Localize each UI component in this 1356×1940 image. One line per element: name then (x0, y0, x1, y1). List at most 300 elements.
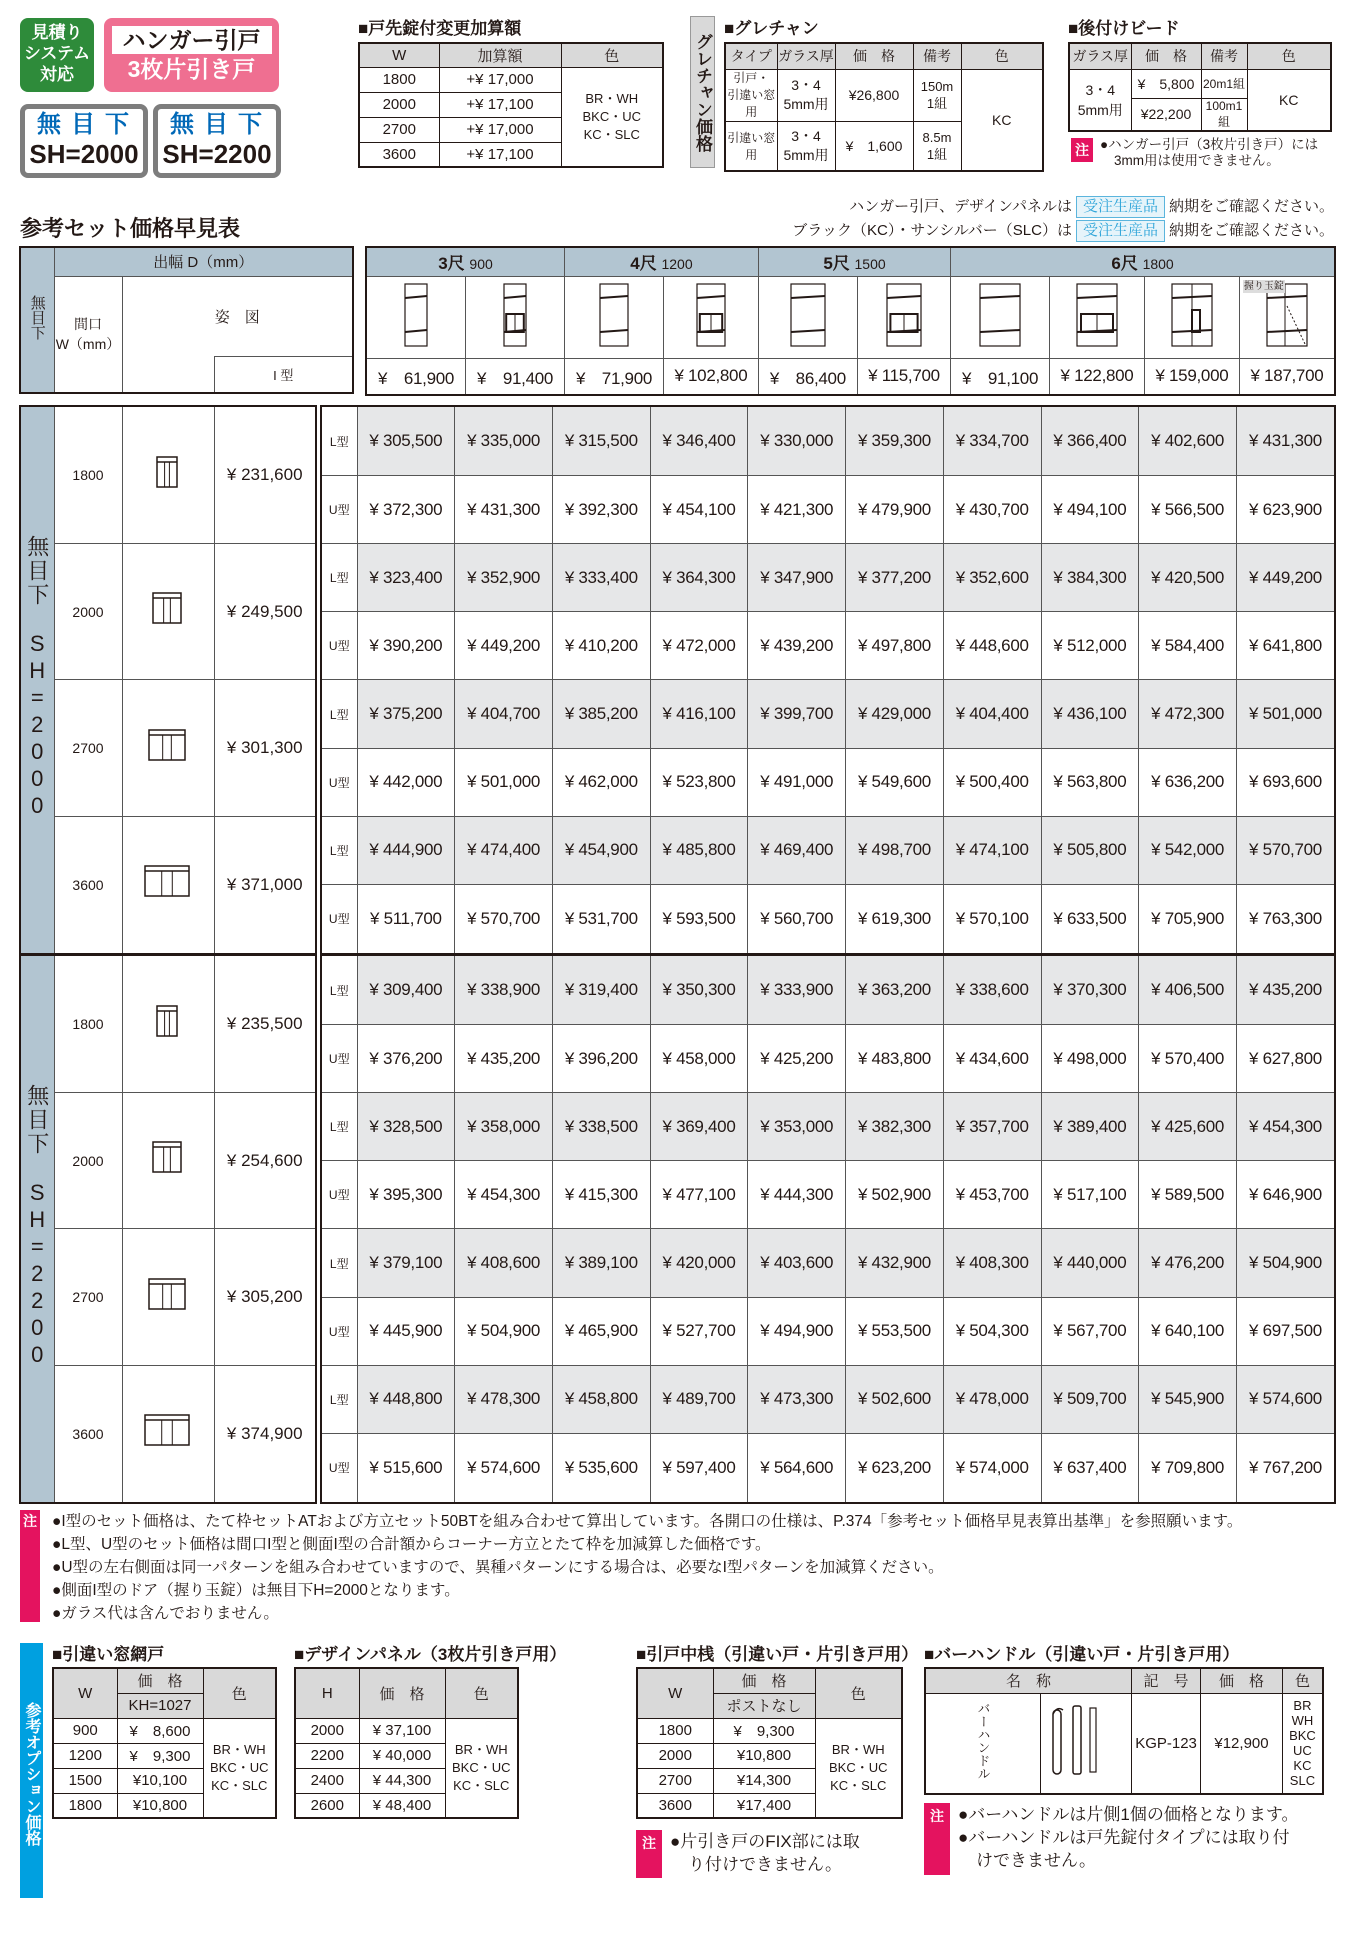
note-text: けできません。 (976, 1851, 1097, 1870)
color-text: KC (1293, 1758, 1312, 1774)
price-cell: ¥ 483,800 (846, 1025, 944, 1093)
price-cell: ¥ 458,000 (650, 1025, 748, 1093)
price-cell: ¥ 494,100 (1041, 476, 1139, 544)
badge-text: システム (23, 44, 91, 63)
corner-text: 無目下 (28, 295, 46, 340)
width-label (54, 276, 122, 393)
made-to-order-badge: 受注生産品 (1076, 196, 1165, 218)
elevation-figure (663, 276, 758, 358)
mullion-note (670, 1830, 860, 1876)
price-cell: ¥ 420,500 (1139, 544, 1237, 612)
price-cell: ¥ 454,300 (455, 1161, 553, 1229)
product-name: ハンガー引戸 (112, 26, 272, 54)
col-header: 記 号 (1132, 1668, 1201, 1693)
width-cell: 2700 (54, 680, 122, 816)
price-cell: ¥ 474,400 (455, 816, 553, 884)
depth-label: 出幅 D（mm） (54, 247, 353, 276)
price-cell: ¥ 389,400 (1041, 1093, 1139, 1161)
type-label: U型 (321, 1025, 357, 1093)
price-cell: ¥ 353,000 (748, 1093, 846, 1161)
price-cell: ¥ 429,000 (846, 680, 944, 748)
col-header: 色 (203, 1668, 276, 1718)
price-cell: ¥ 403,600 (748, 1229, 846, 1297)
price-row-l (321, 680, 1335, 748)
depth-group-4shaku (565, 247, 759, 276)
sliding-door-icon (151, 1140, 185, 1176)
color-text: BKC (1289, 1728, 1316, 1744)
cell-text: 150m (920, 79, 954, 94)
price-cell: ¥ 305,500 (357, 406, 455, 476)
figure-cell (122, 680, 214, 816)
bar-handle-table (924, 1667, 1324, 1795)
cell-text: 5mm用 (783, 146, 829, 163)
door-elevation-icon (695, 282, 727, 348)
label-text: 間口 (74, 316, 102, 333)
price-cell: ¥ 421,300 (748, 476, 846, 544)
elevation-figure (857, 276, 950, 358)
cell: 1500 (53, 1768, 117, 1793)
price-cell: ¥ 498,700 (846, 816, 944, 884)
itype-price-cell: ¥ 122,800 (1050, 358, 1145, 395)
section-left-table (19, 954, 317, 1504)
section-label-text: 無目下 SH=2000 (24, 535, 50, 820)
type-label: L型 (321, 680, 357, 748)
price-cell: ¥ 364,300 (650, 544, 748, 612)
note-tag: 注 (636, 1830, 662, 1878)
color-text: KC・SLC (211, 1777, 268, 1793)
bar-handle-title: ■バーハンドル（引違い戸・片引き戸用） (924, 1645, 1240, 1664)
price-row-u (321, 612, 1335, 680)
price-cell: ¥ 494,900 (748, 1297, 846, 1365)
price-cell: ¥ 479,900 (846, 476, 944, 544)
price-cell: ¥ 454,100 (650, 476, 748, 544)
price-cell: ¥ 410,200 (552, 612, 650, 680)
price-cell: ¥ 564,600 (748, 1433, 846, 1503)
price-cell: ¥ 485,800 (650, 816, 748, 884)
col-header: 加算額 (439, 43, 561, 67)
color-text: BKC・UC (209, 1759, 269, 1775)
note-item: ●I型のセット価格は、たて枠セットATおよび方立セット50BTを組み合わせて算出しています。各開口の仕様は、P.374「参考セット価格早見表算出基準」を参照願います。 (52, 1513, 1243, 1530)
note-text: ●ハンガー引戸（3枚片引き戸）には (1100, 137, 1319, 152)
elevation-figure (951, 276, 1050, 358)
type-label: L型 (321, 544, 357, 612)
price-cell: ¥ 478,000 (943, 1365, 1041, 1433)
price-cell: ¥ 375,200 (357, 680, 455, 748)
price-cell: ¥ 504,900 (455, 1297, 553, 1365)
price-cell: ¥ 335,000 (455, 406, 553, 476)
made-to-order-notice (849, 195, 1334, 218)
cell: ¥ 9,300 (117, 1743, 203, 1768)
color-text: KC・SLC (830, 1777, 887, 1793)
price-cell: ¥ 404,700 (455, 680, 553, 748)
price-cell: ¥ 469,400 (748, 816, 846, 884)
gurechan-table (724, 42, 1044, 172)
cell: 2200 (295, 1743, 359, 1768)
door-elevation-icon (789, 282, 827, 348)
color-cell (1282, 1693, 1323, 1794)
cell (777, 121, 835, 171)
price-cell: ¥ 392,300 (552, 476, 650, 544)
col-header: 備考 (913, 43, 961, 69)
price-cell: ¥ 570,700 (1236, 816, 1335, 884)
cell: ¥10,800 (117, 1793, 203, 1818)
base-price-cell: ¥ 249,500 (214, 544, 316, 680)
door-elevation-icon (1170, 282, 1214, 348)
price-cell: ¥ 363,200 (846, 955, 944, 1025)
price-cell: ¥ 542,000 (1139, 816, 1237, 884)
base-price-cell: ¥ 231,600 (214, 406, 316, 544)
note-tag (20, 1510, 40, 1622)
price-cell: ¥ 705,900 (1139, 884, 1237, 954)
mullion-table (636, 1667, 903, 1819)
col-header: 色 (445, 1668, 518, 1718)
price-cell: ¥ 415,300 (552, 1161, 650, 1229)
cell-text: 1組 (926, 146, 948, 162)
price-cell: ¥ 474,100 (943, 816, 1041, 884)
bar-handle-figure (1041, 1693, 1132, 1794)
price-cell: ¥ 509,700 (1041, 1365, 1139, 1433)
section-label (20, 406, 54, 954)
price-cell: ¥ 431,300 (455, 476, 553, 544)
col-header: ガラス厚 (1069, 43, 1131, 69)
cell: 100m1組 (1201, 98, 1247, 131)
lock-add-table (358, 42, 664, 168)
price-cell: ¥ 444,300 (748, 1161, 846, 1229)
figure-cell (122, 406, 214, 544)
price-cell: ¥ 379,100 (357, 1229, 455, 1297)
door-elevation-icon (885, 282, 923, 348)
itype-label: I 型 (214, 356, 353, 393)
price-row-l (321, 1365, 1335, 1433)
cell-text: 1組 (926, 96, 948, 111)
price-cell: ¥ 444,900 (357, 816, 455, 884)
cell-text: 3・4 (791, 77, 821, 93)
price-cell: ¥ 449,200 (1236, 544, 1335, 612)
itype-price-cell: ¥ 71,900 (565, 358, 664, 395)
col-subheader: KH=1027 (117, 1693, 203, 1718)
section-price-table (320, 405, 1336, 955)
col-header: 価 格 (1201, 1668, 1283, 1693)
price-cell: ¥ 504,300 (943, 1297, 1041, 1365)
price-row-u (321, 1297, 1335, 1365)
cell (725, 69, 777, 121)
itype-price-cell: ¥ 159,000 (1144, 358, 1239, 395)
page-title: 参考セット価格早見表 (20, 216, 241, 241)
elevation-figure (466, 276, 565, 358)
price-cell: ¥ 435,200 (1236, 955, 1335, 1025)
figure-cell (122, 544, 214, 680)
note-item: ●ガラス代は含んでおりません。 (52, 1605, 279, 1622)
cell: 2400 (295, 1768, 359, 1793)
price-cell: ¥ 560,700 (748, 884, 846, 954)
price-cell: ¥ 333,900 (748, 955, 846, 1025)
lock-add-title: ■戸先錠付変更加算額 (358, 19, 522, 38)
color-cell (445, 1718, 518, 1818)
cell: +¥ 17,000 (439, 117, 561, 142)
col-header: 色 (561, 43, 663, 67)
code-cell: KGP-123 (1132, 1693, 1201, 1794)
cell: 3600 (359, 142, 439, 167)
sliding-door-icon (155, 455, 181, 491)
price-cell: ¥ 425,600 (1139, 1093, 1237, 1161)
shaku: 3尺 (438, 254, 465, 274)
note-text: ●バーハンドルは戸先錠付タイプには取り付 (958, 1828, 1290, 1847)
price-cell: ¥ 389,100 (552, 1229, 650, 1297)
cell: 1200 (53, 1743, 117, 1768)
design-panel-table (294, 1667, 519, 1819)
price-cell: ¥ 511,700 (357, 884, 455, 954)
price-cell: ¥ 448,600 (943, 612, 1041, 680)
depth-group-3shaku (366, 247, 565, 276)
mm: 900 (469, 256, 493, 273)
price-row-l (321, 1229, 1335, 1297)
price-cell: ¥ 593,500 (650, 884, 748, 954)
sliding-door-icon (143, 864, 193, 900)
price-row-u (321, 1161, 1335, 1229)
mullion-title: ■引戸中桟（引違い戸・片引き戸用） (636, 1645, 919, 1664)
price-cell: ¥ 623,200 (846, 1433, 944, 1503)
note-tag: 注 (924, 1803, 950, 1875)
width-cell: 2700 (54, 1229, 122, 1365)
shaku: 4尺 (630, 254, 657, 274)
door-elevation-icon (1075, 282, 1119, 348)
price-cell: ¥ 458,800 (552, 1365, 650, 1433)
price-cell: ¥ 350,300 (650, 955, 748, 1025)
cell: ¥ 37,100 (359, 1718, 445, 1743)
label-text: バーハンドル (975, 1702, 991, 1781)
cell-text: 3・4 (791, 127, 821, 144)
section-label-text: 無目下 SH=2200 (24, 1084, 50, 1369)
price-cell: ¥ 416,100 (650, 680, 748, 748)
price-cell: ¥ 574,000 (943, 1433, 1041, 1503)
price-cell: ¥ 531,700 (552, 884, 650, 954)
price-row-u (321, 1433, 1335, 1503)
notice-text: ブラック（KC）・サンシルバー（SLC）は (792, 222, 1072, 239)
price-row-l (321, 1093, 1335, 1161)
price-row-u (321, 748, 1335, 816)
type-label: L型 (321, 406, 357, 476)
price-cell: ¥ 566,500 (1139, 476, 1237, 544)
price-cell: ¥ 434,600 (943, 1025, 1041, 1093)
col-header: ガラス厚 (777, 43, 835, 69)
sliding-door-icon (155, 1004, 181, 1040)
price-cell: ¥ 570,700 (455, 884, 553, 954)
price-cell: ¥ 619,300 (846, 884, 944, 954)
elevation-figure (366, 276, 466, 358)
price-cell: ¥ 431,300 (1236, 406, 1335, 476)
cell: ¥14,300 (713, 1768, 815, 1793)
itype-price-cell: ¥ 61,900 (366, 358, 466, 395)
price-cell: ¥ 512,000 (1041, 612, 1139, 680)
price-cell: ¥ 476,200 (1139, 1229, 1237, 1297)
elevation-figure (1144, 276, 1239, 358)
door-elevation-icon (598, 282, 630, 348)
estimate-system-badge (20, 18, 94, 92)
cell: ¥22,200 (1131, 98, 1201, 131)
figure-cell (122, 1229, 214, 1365)
color-text: BR・WH (831, 1741, 885, 1757)
width-cell: 2000 (54, 1093, 122, 1229)
type-label: L型 (321, 1365, 357, 1433)
cell: +¥ 17,100 (439, 142, 561, 167)
width-cell: 2000 (54, 544, 122, 680)
price-cell: ¥ 504,900 (1236, 1229, 1335, 1297)
col-header: W (637, 1668, 713, 1718)
price-cell: ¥ 439,200 (748, 612, 846, 680)
sliding-door-icon (147, 1277, 189, 1313)
price-cell: ¥ 449,200 (455, 612, 553, 680)
cell: 2600 (295, 1793, 359, 1818)
price-row-l (321, 955, 1335, 1025)
width-cell: 1800 (54, 406, 122, 544)
cell: 20m1組 (1201, 69, 1247, 98)
corner-label (20, 247, 54, 393)
notes-block (20, 1510, 1336, 1625)
price-cell: ¥ 473,300 (748, 1365, 846, 1433)
cell: +¥ 17,000 (439, 67, 561, 92)
cell: 1800 (359, 67, 439, 92)
elevation-figure (565, 276, 664, 358)
price-cell: ¥ 309,400 (357, 955, 455, 1025)
cell: +¥ 17,100 (439, 92, 561, 117)
cell: ¥ 40,000 (359, 1743, 445, 1768)
col-header: 色 (1282, 1668, 1323, 1693)
bar-handle-icon (1041, 1700, 1131, 1782)
color-cell (561, 67, 663, 167)
notice-text: 納期をご確認ください。 (1168, 198, 1334, 215)
note-text: ●バーハンドルは片側1個の価格となります。 (958, 1805, 1299, 1824)
color-text: BR・WH (454, 1741, 508, 1757)
price-cell: ¥ 440,000 (1041, 1229, 1139, 1297)
itype-price-cell: ¥ 115,700 (857, 358, 950, 395)
price-cell: ¥ 436,100 (1041, 680, 1139, 748)
price-cell: ¥ 396,200 (552, 1025, 650, 1093)
itype-price-cell: ¥ 91,100 (951, 358, 1050, 395)
price-cell: ¥ 549,600 (846, 748, 944, 816)
price-cell: ¥ 420,000 (650, 1229, 748, 1297)
width-cell: 1800 (54, 955, 122, 1093)
type-label: U型 (321, 884, 357, 954)
badge-text: 対応 (40, 65, 74, 84)
color-text: BKC・UC (828, 1759, 888, 1775)
col-header: 名 称 (925, 1668, 1132, 1693)
screen-title: ■引違い窓網戸 (52, 1645, 165, 1664)
price-cell: ¥ 505,800 (1041, 816, 1139, 884)
price-cell: ¥ 370,300 (1041, 955, 1139, 1025)
cell: ¥17,400 (713, 1793, 815, 1818)
figure-label: 姿 図 (122, 276, 353, 356)
col-header: H (295, 1668, 359, 1718)
price-cell: ¥ 338,900 (455, 955, 553, 1025)
price-row-u (321, 884, 1335, 954)
base-price-cell: ¥ 301,300 (214, 680, 316, 816)
cell: 2000 (637, 1743, 713, 1768)
cell (913, 121, 961, 171)
col-header: 価 格 (1131, 43, 1201, 69)
price-cell: ¥ 390,200 (357, 612, 455, 680)
badge-text: SH=2000 (29, 139, 139, 169)
elevation-figure (1239, 276, 1335, 358)
price-cell: ¥ 693,600 (1236, 748, 1335, 816)
col-header: 色 (815, 1668, 902, 1718)
price-cell: ¥ 597,400 (650, 1433, 748, 1503)
cell: 1800 (637, 1718, 713, 1743)
door-elevation-icon (403, 282, 429, 348)
shaku: 5尺 (823, 254, 850, 274)
col-header: タイプ (725, 43, 777, 69)
bead-table (1068, 42, 1332, 132)
price-cell: ¥ 462,000 (552, 748, 650, 816)
badge-text: 見積り (31, 23, 83, 42)
price-cell: ¥ 535,600 (552, 1433, 650, 1503)
price-cell: ¥ 453,700 (943, 1161, 1041, 1229)
col-subheader: ポストなし (713, 1693, 815, 1718)
price-cell: ¥ 435,200 (455, 1025, 553, 1093)
color-text: SLC (1289, 1773, 1316, 1789)
cell-text: 3・4 (1085, 81, 1116, 98)
cell: 1800 (53, 1793, 117, 1818)
options-vertical-label: 参考オプション価格 (20, 1643, 43, 1898)
price-cell: ¥ 553,500 (846, 1297, 944, 1365)
price-cell: ¥ 432,900 (846, 1229, 944, 1297)
price-cell: ¥ 406,500 (1139, 955, 1237, 1025)
price-cell: ¥ 527,700 (650, 1297, 748, 1365)
col-header: 価 格 (713, 1668, 815, 1693)
section-price-table (320, 954, 1336, 1504)
col-header: 備考 (1201, 43, 1247, 69)
base-price-cell: ¥ 374,900 (214, 1365, 316, 1503)
color-text: KC・SLC (453, 1777, 510, 1793)
gurechan-title: ■グレチャン (724, 19, 819, 38)
price-cell: ¥ 589,500 (1139, 1161, 1237, 1229)
knob-lock-label: 握り玉錠 (1243, 280, 1284, 292)
price-cell: ¥ 500,400 (943, 748, 1041, 816)
price-cell: ¥ 584,400 (1139, 612, 1237, 680)
col-header: 価 格 (359, 1668, 445, 1718)
price-cell: ¥ 448,800 (357, 1365, 455, 1433)
cell: 2000 (359, 92, 439, 117)
price-cell: ¥ 478,300 (455, 1365, 553, 1433)
cell-text: 8.5m (922, 129, 952, 145)
price-cell: ¥ 501,000 (1236, 680, 1335, 748)
cell: ¥10,100 (117, 1768, 203, 1793)
price-cell: ¥ 399,700 (748, 680, 846, 748)
base-price-cell: ¥ 235,500 (214, 955, 316, 1093)
figure-cell (122, 955, 214, 1093)
type-label: L型 (321, 955, 357, 1025)
sliding-door-icon (151, 591, 185, 627)
figure-cell (122, 1365, 214, 1503)
cell (1069, 69, 1131, 131)
price-cell: ¥ 338,500 (552, 1093, 650, 1161)
note-item: ●側面I型のドア（握り玉錠）は無目下H=2000となります。 (52, 1582, 460, 1599)
type-label: U型 (321, 1297, 357, 1365)
cell-text: 5mm用 (783, 96, 829, 112)
badge-text: 無目下 (170, 111, 272, 138)
cell: ¥ 48,400 (359, 1793, 445, 1818)
cell: 900 (53, 1718, 117, 1743)
price-cell: ¥ 489,700 (650, 1365, 748, 1433)
note-text: 3mm用は使用できません。 (1114, 153, 1280, 168)
price-cell: ¥ 574,600 (1236, 1365, 1335, 1433)
price-cell: ¥ 623,900 (1236, 476, 1335, 544)
price-cell: ¥ 763,300 (1236, 884, 1335, 954)
price-cell: ¥ 498,000 (1041, 1025, 1139, 1093)
sh2200-badge (153, 104, 281, 178)
price-cell: ¥ 352,900 (455, 544, 553, 612)
price-cell: ¥ 570,400 (1139, 1025, 1237, 1093)
gurechan-vertical-label: グレチャン価格 (690, 16, 715, 168)
